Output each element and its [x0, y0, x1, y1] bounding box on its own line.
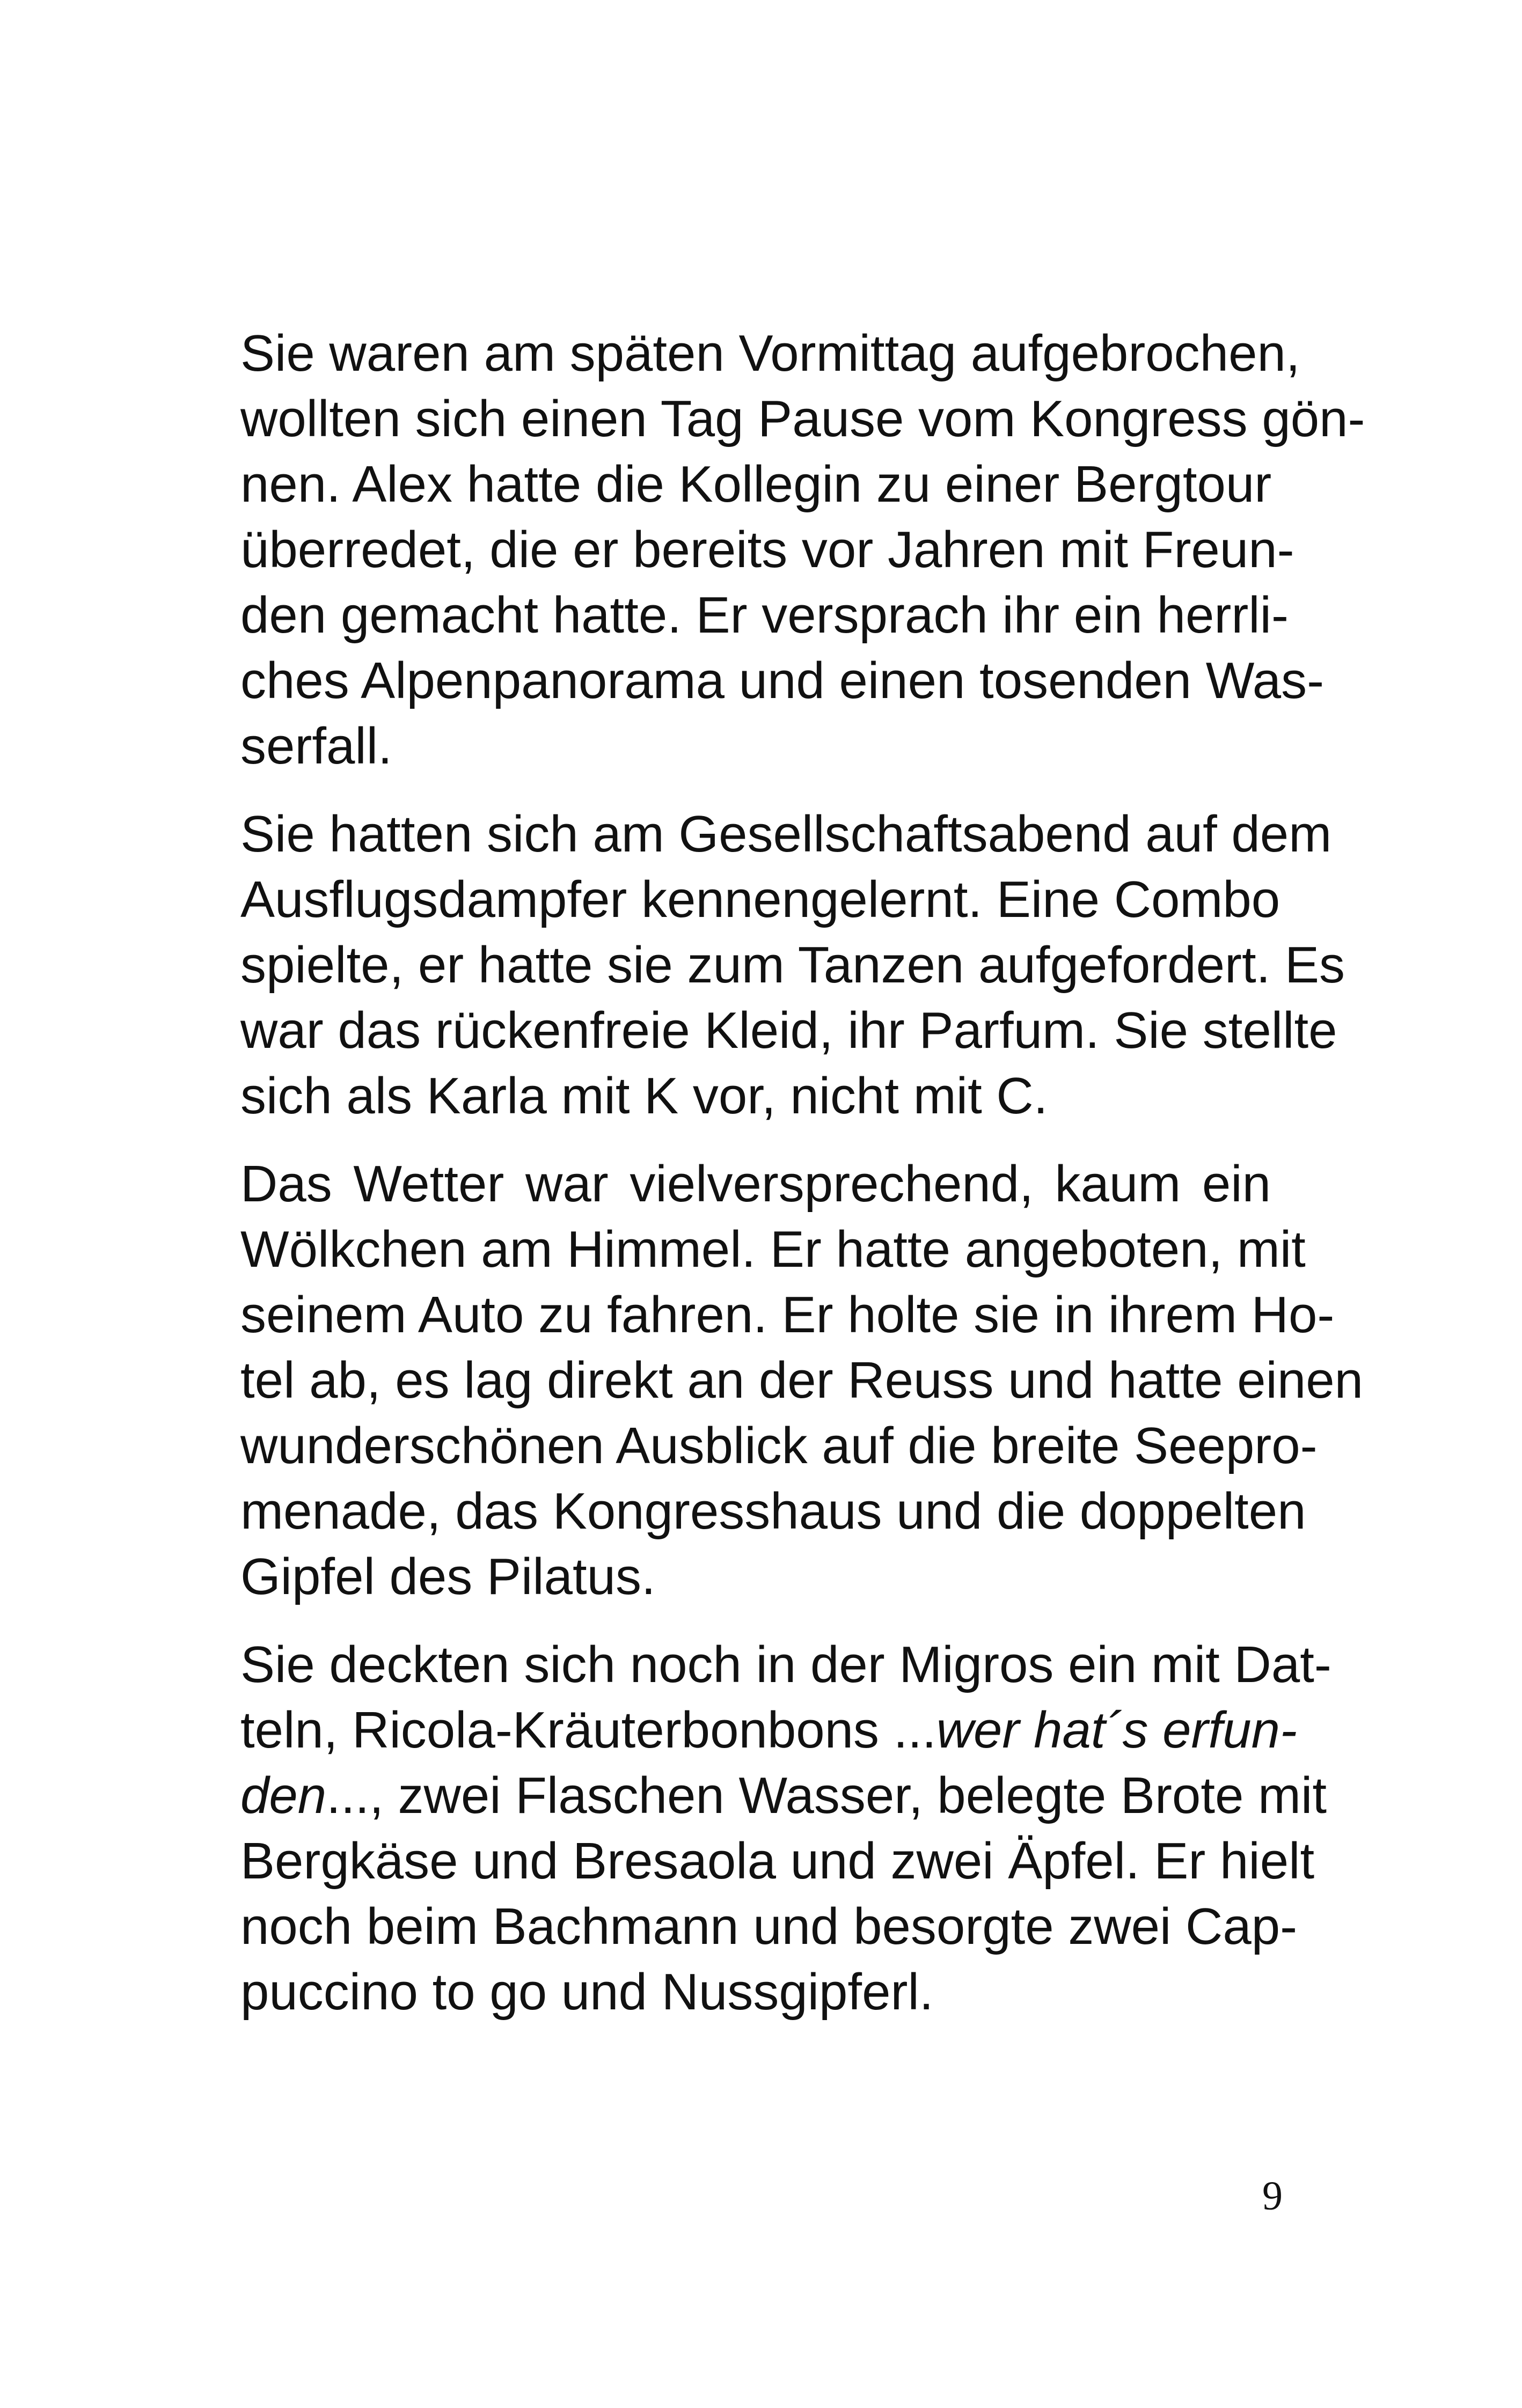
text-line: seinem Auto zu fahren. Er holte sie in ihrem Ho-	[240, 1286, 1335, 1344]
paragraph-2	[240, 802, 1345, 1129]
text-line: noch beim Bachmann und besorgte zwei Cap-	[240, 1898, 1298, 1955]
text-line: sich als Karla mit K vor, nicht mit C.	[240, 1067, 1048, 1125]
text-line: serfall.	[240, 717, 392, 775]
text-line: puccino to go und Nussgipferl.	[240, 1963, 934, 2021]
text-segment: teln, Ricola-Kräuterbonbons ...	[240, 1701, 936, 1759]
italic-segment: den	[240, 1767, 327, 1824]
italic-segment: wer hat´s erfun-	[936, 1701, 1297, 1759]
body-text	[240, 321, 1365, 2047]
text-line: Bergkäse und Bresaola und zwei Äpfel. Er hielt	[240, 1832, 1315, 1890]
text-line: überredet, die er bereits vor Jahren mit Freun-	[240, 521, 1294, 578]
paragraph-3	[240, 1151, 1364, 1610]
text-line: Gipfel des Pilatus.	[240, 1548, 656, 1605]
text-line: Wölkchen am Himmel. Er hatte angeboten, mit	[240, 1221, 1306, 1278]
text-line: menade, das Kongresshaus und die doppelten	[240, 1482, 1306, 1540]
text-line: den gemacht hatte. Er versprach ihr ein herrli-	[240, 586, 1289, 644]
text-line: Das Wetter war vielversprechend, kaum ein	[240, 1155, 1271, 1213]
text-line: Sie hatten sich am Gesellschaftsabend auf dem	[240, 805, 1332, 863]
text-line: spielte, er hatte sie zum Tanzen aufgefordert. Es	[240, 936, 1345, 994]
text-line: Sie deckten sich noch in der Migros ein mit Dat-	[240, 1636, 1331, 1693]
text-line: war das rückenfreie Kleid, ihr Parfum. Sie stellte	[240, 1002, 1337, 1059]
text-line: Sie waren am späten Vormittag aufgebrochen,	[240, 325, 1300, 382]
text-line-mixed	[240, 1698, 1297, 1763]
text-line: Ausflugsdampfer kennengelernt. Eine Combo	[240, 871, 1280, 928]
page-number: 9	[1262, 2174, 1283, 2219]
paragraph-4	[240, 1632, 1331, 2025]
text-segment: ..., zwei Flaschen Wasser, belegte Brote mit	[326, 1767, 1327, 1824]
text-line: nen. Alex hatte die Kollegin zu einer Bergtour	[240, 456, 1272, 513]
text-line: tel ab, es lag direkt an der Reuss und hatte einen	[240, 1352, 1364, 1409]
text-line: wunderschönen Ausblick auf die breite Seepro-	[240, 1417, 1318, 1474]
text-line: ches Alpenpanorama und einen tosenden Was-	[240, 652, 1325, 709]
text-line: wollten sich einen Tag Pause vom Kongress gön-	[240, 390, 1365, 447]
text-line-mixed	[240, 1763, 1327, 1829]
paragraph-1	[240, 321, 1365, 779]
